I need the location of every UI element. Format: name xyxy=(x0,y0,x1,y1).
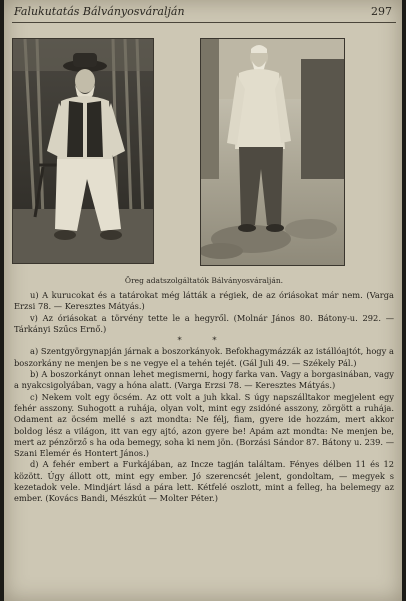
paragraph-c: c) Nekem volt egy öcsém. Az ott volt a juh kkal. S úgy napszálltakor megjelent egy fehér asszony. Suhogott a ruhája, olyan volt, mint egy zsidóné asszony, zörgött a ruhája. Odament az öcsém mellé s azt mondta: Ne félj, fiam, gyere ide hozzám, mert akkor boldog lész a világon, itt van egy ajtó, azon gyere be! Apám azt mondta: Ne menjen be, mert az pénzörző s ha oda bemegy, soha ki nem jön. (Borzási Sándor 87. Bátony u. 239. — Szani Elemér és Hontert János.) xyxy=(14,391,394,459)
figure-caption: Öreg adatszolgáltatók Bálványosváralján. xyxy=(124,276,284,285)
page-header xyxy=(12,4,396,23)
paragraph-a: a) Szentgyörgynapján járnak a boszorkányok. Befokhagymázzák az istállóajtót, hogy a boszorkány ne menjen be s ne vegye el a tehén tejét. (Gál Juli 49. — Székely Pál.) xyxy=(14,346,394,368)
paragraph-u: u) A kurucokat és a tatárokat még látták a régiek, de az óriásokat már nem. (Varga Erzsi 78. — Keresztes Mátyás.) xyxy=(14,290,394,312)
section-separator: * * xyxy=(177,335,231,346)
running-head: Falukutatás Bálványosváralján xyxy=(14,5,185,18)
photo-standing-old-man xyxy=(200,38,345,266)
paragraph-v: v) Az óriásokat a törvény tette le a hegyről. (Molnár János 80. Bátony-u. 292. — Tárkányi Szűcs Ernő.) xyxy=(14,312,394,334)
book-page xyxy=(4,0,402,601)
paragraph-d: d) A fehér embert a Furkájában, az Incze tagján találtam. Fényes délben 11 és 12 között. Úgy állott ott, mint egy ember. Jó szerencsét jelent, gondoltam, — megyek s kezetadok vele. Mindjárt lásd a pára lett. Kétfelé oszlott, mint a felleg, ha belemegy az ember. (Kovács Bandi, Mészkút — Molter Péter.) xyxy=(14,459,394,504)
paragraph-b: b) A boszorkányt onnan lehet megismerni, hogy farka van. Vagy a borgasinában, vagy a nyakcsigolyában, vagy a hóna alatt. (Varga Erzsi 78. — Keresztes Mátyás.) xyxy=(14,369,394,391)
body-text xyxy=(14,290,394,505)
page-number: 297 xyxy=(371,5,392,18)
photo-seated-old-man xyxy=(12,38,154,264)
